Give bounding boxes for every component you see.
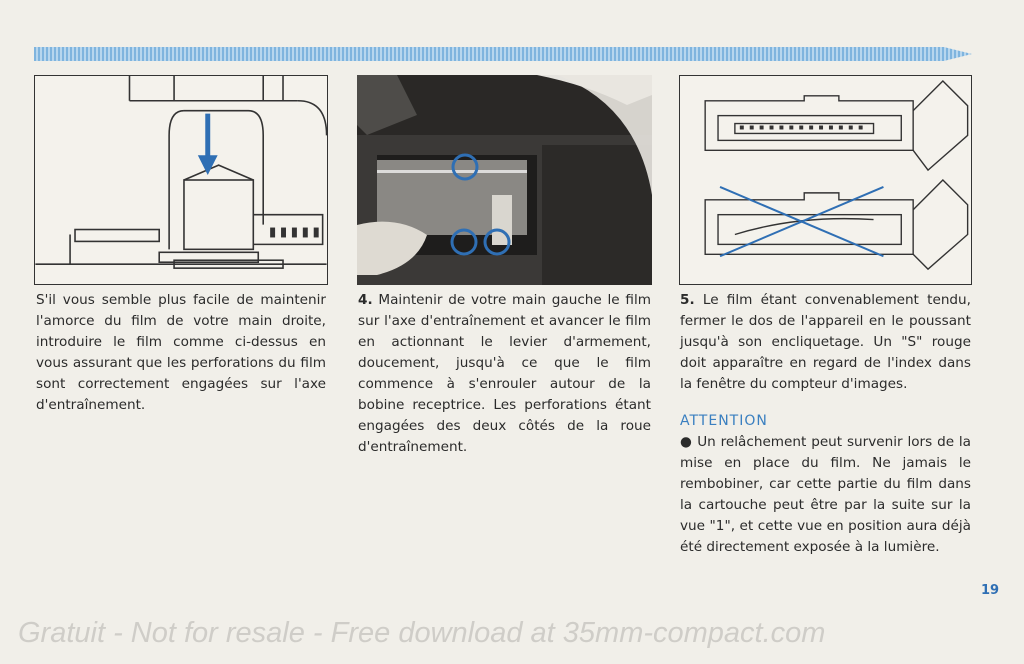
text-column-1	[36, 290, 326, 416]
attention-text: ● Un relâchement peut survenir lors de la mise en place du film. Ne jamais le rembobiner, car cette partie du film dans la cartouche peut être par la suite sur la vue "1", et cette vue en position aura déjà été directement exposée à la lumière.	[680, 434, 971, 555]
attention-heading: ATTENTION	[680, 413, 768, 429]
step-number: 5.	[680, 292, 695, 308]
page-number: 19	[981, 583, 1000, 598]
film-advance-photo	[357, 75, 652, 285]
paragraph-film-insertion: S'il vous semble plus facile de maintenir l'amorce du film de votre main droite, introduire le film comme ci-dessus en vous assurant que les perforations du film sont correctement engagées sur l'axe d'entraînement.	[36, 292, 326, 413]
paragraph-step-4	[358, 290, 651, 458]
header-band	[34, 47, 972, 61]
paragraph-step-5	[680, 290, 971, 395]
illustration-film-insertion	[34, 75, 328, 285]
text-column-3	[680, 290, 971, 558]
step-text: Le film étant convenablement tendu, fermer le dos de l'appareil en le poussant jusqu'à son encliquetage. Un "S" rouge doit apparaître en regard de l'index dans la fenêtre du compteur d'images.	[680, 292, 971, 392]
close-back-drawing	[680, 76, 971, 284]
illustration-close-back	[679, 75, 972, 285]
step-text: Maintenir de votre main gauche le film sur l'axe d'entraînement et avancer le film en actionnant le levier d'armement, doucement, jusqu'à ce que le film commence à s'enrouler autour de la bobine receptrice. Les perforations étant engagées des deux côtés de la roue d'entraînement.	[358, 292, 651, 455]
photo-film-advance	[357, 75, 652, 285]
watermark: Gratuit - Not for resale - Free download at 35mm-compact.com	[18, 617, 826, 649]
text-column-2	[358, 290, 651, 458]
film-insertion-drawing	[35, 76, 327, 284]
step-number: 4.	[358, 292, 373, 308]
